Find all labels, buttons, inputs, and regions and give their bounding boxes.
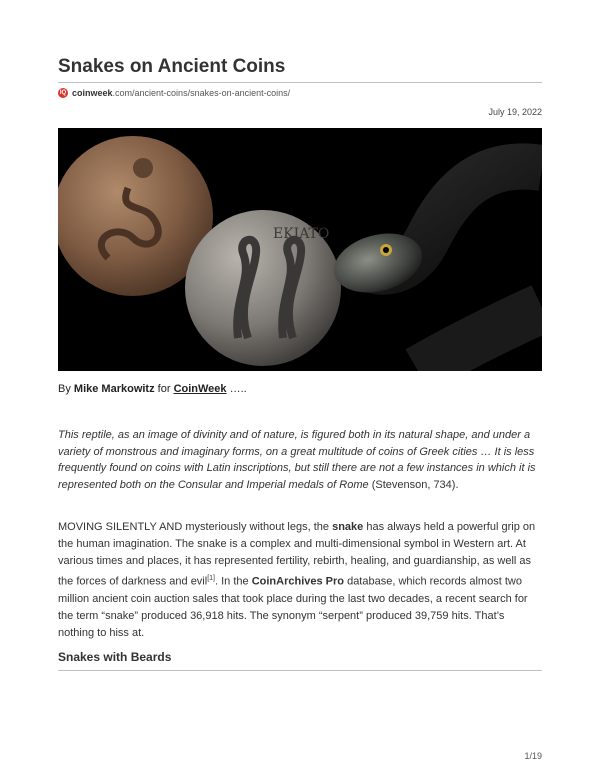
byline	[58, 383, 247, 395]
para-text-1: MOVING SILENTLY AND mysteriously without legs, the	[58, 521, 333, 533]
quote-text: This reptile, as an image of divinity and of nature, is figured both in its natural shape, and under a variety of monstrous and imaginary forms, on a great multitude of coins of Greek cities … It is less frequently found on coins with Latin inscriptions, but still there are not a few instances in which it is represented both on the Consular and Imperial medals of Rome	[58, 429, 536, 491]
page-number: 1/19	[524, 751, 542, 761]
para-bold-coinarchives: CoinArchives Pro	[251, 575, 345, 588]
source-path: .com/ancient-coins/snakes-on-ancient-coins/	[112, 88, 291, 98]
section-divider	[58, 670, 542, 671]
para-bold-snake: snake	[332, 521, 364, 533]
coins-and-snake-photo-icon	[58, 128, 542, 371]
site-logo-icon: IQ	[59, 90, 67, 96]
para-text-3: . In the	[215, 575, 252, 588]
epigraph-quote	[58, 427, 542, 493]
byline-suffix: …..	[229, 383, 247, 395]
hero-image	[58, 128, 542, 371]
byline-middle: for	[157, 383, 171, 395]
intro-paragraph	[58, 519, 542, 642]
section-heading: Snakes with Beards	[58, 650, 172, 664]
author-name: Mike Markowitz	[73, 383, 155, 395]
footnote-link[interactable]: [1]	[207, 575, 215, 582]
byline-prefix: By	[58, 383, 71, 395]
source-url[interactable]	[58, 88, 290, 98]
source-domain: coinweek	[72, 88, 113, 98]
publish-date: July 19, 2022	[488, 107, 542, 117]
quote-citation: (Stevenson, 734).	[371, 478, 459, 491]
outlet-link[interactable]: CoinWeek	[173, 383, 227, 395]
svg-text:EKIATO: EKIATO	[273, 226, 330, 242]
para-text-2: has always held a powerful grip on the human imagination. The snake is a complex and multi-dimensional symbol in Western art. At various times and places, it has represented fertility, rebirth, healing, and guardianship, as well as the forces of darkness and evil	[58, 521, 536, 588]
page-title: Snakes on Ancient Coins	[58, 56, 286, 77]
title-divider	[58, 82, 542, 83]
para-text-4: database, which records almost two million ancient coin auction sales that took place during the last two decades, a recent search for the term “snake” produced 36,918 hits. The synonym “serpent” produced 39,759 hits. That’s nothing to hiss at.	[58, 575, 528, 639]
